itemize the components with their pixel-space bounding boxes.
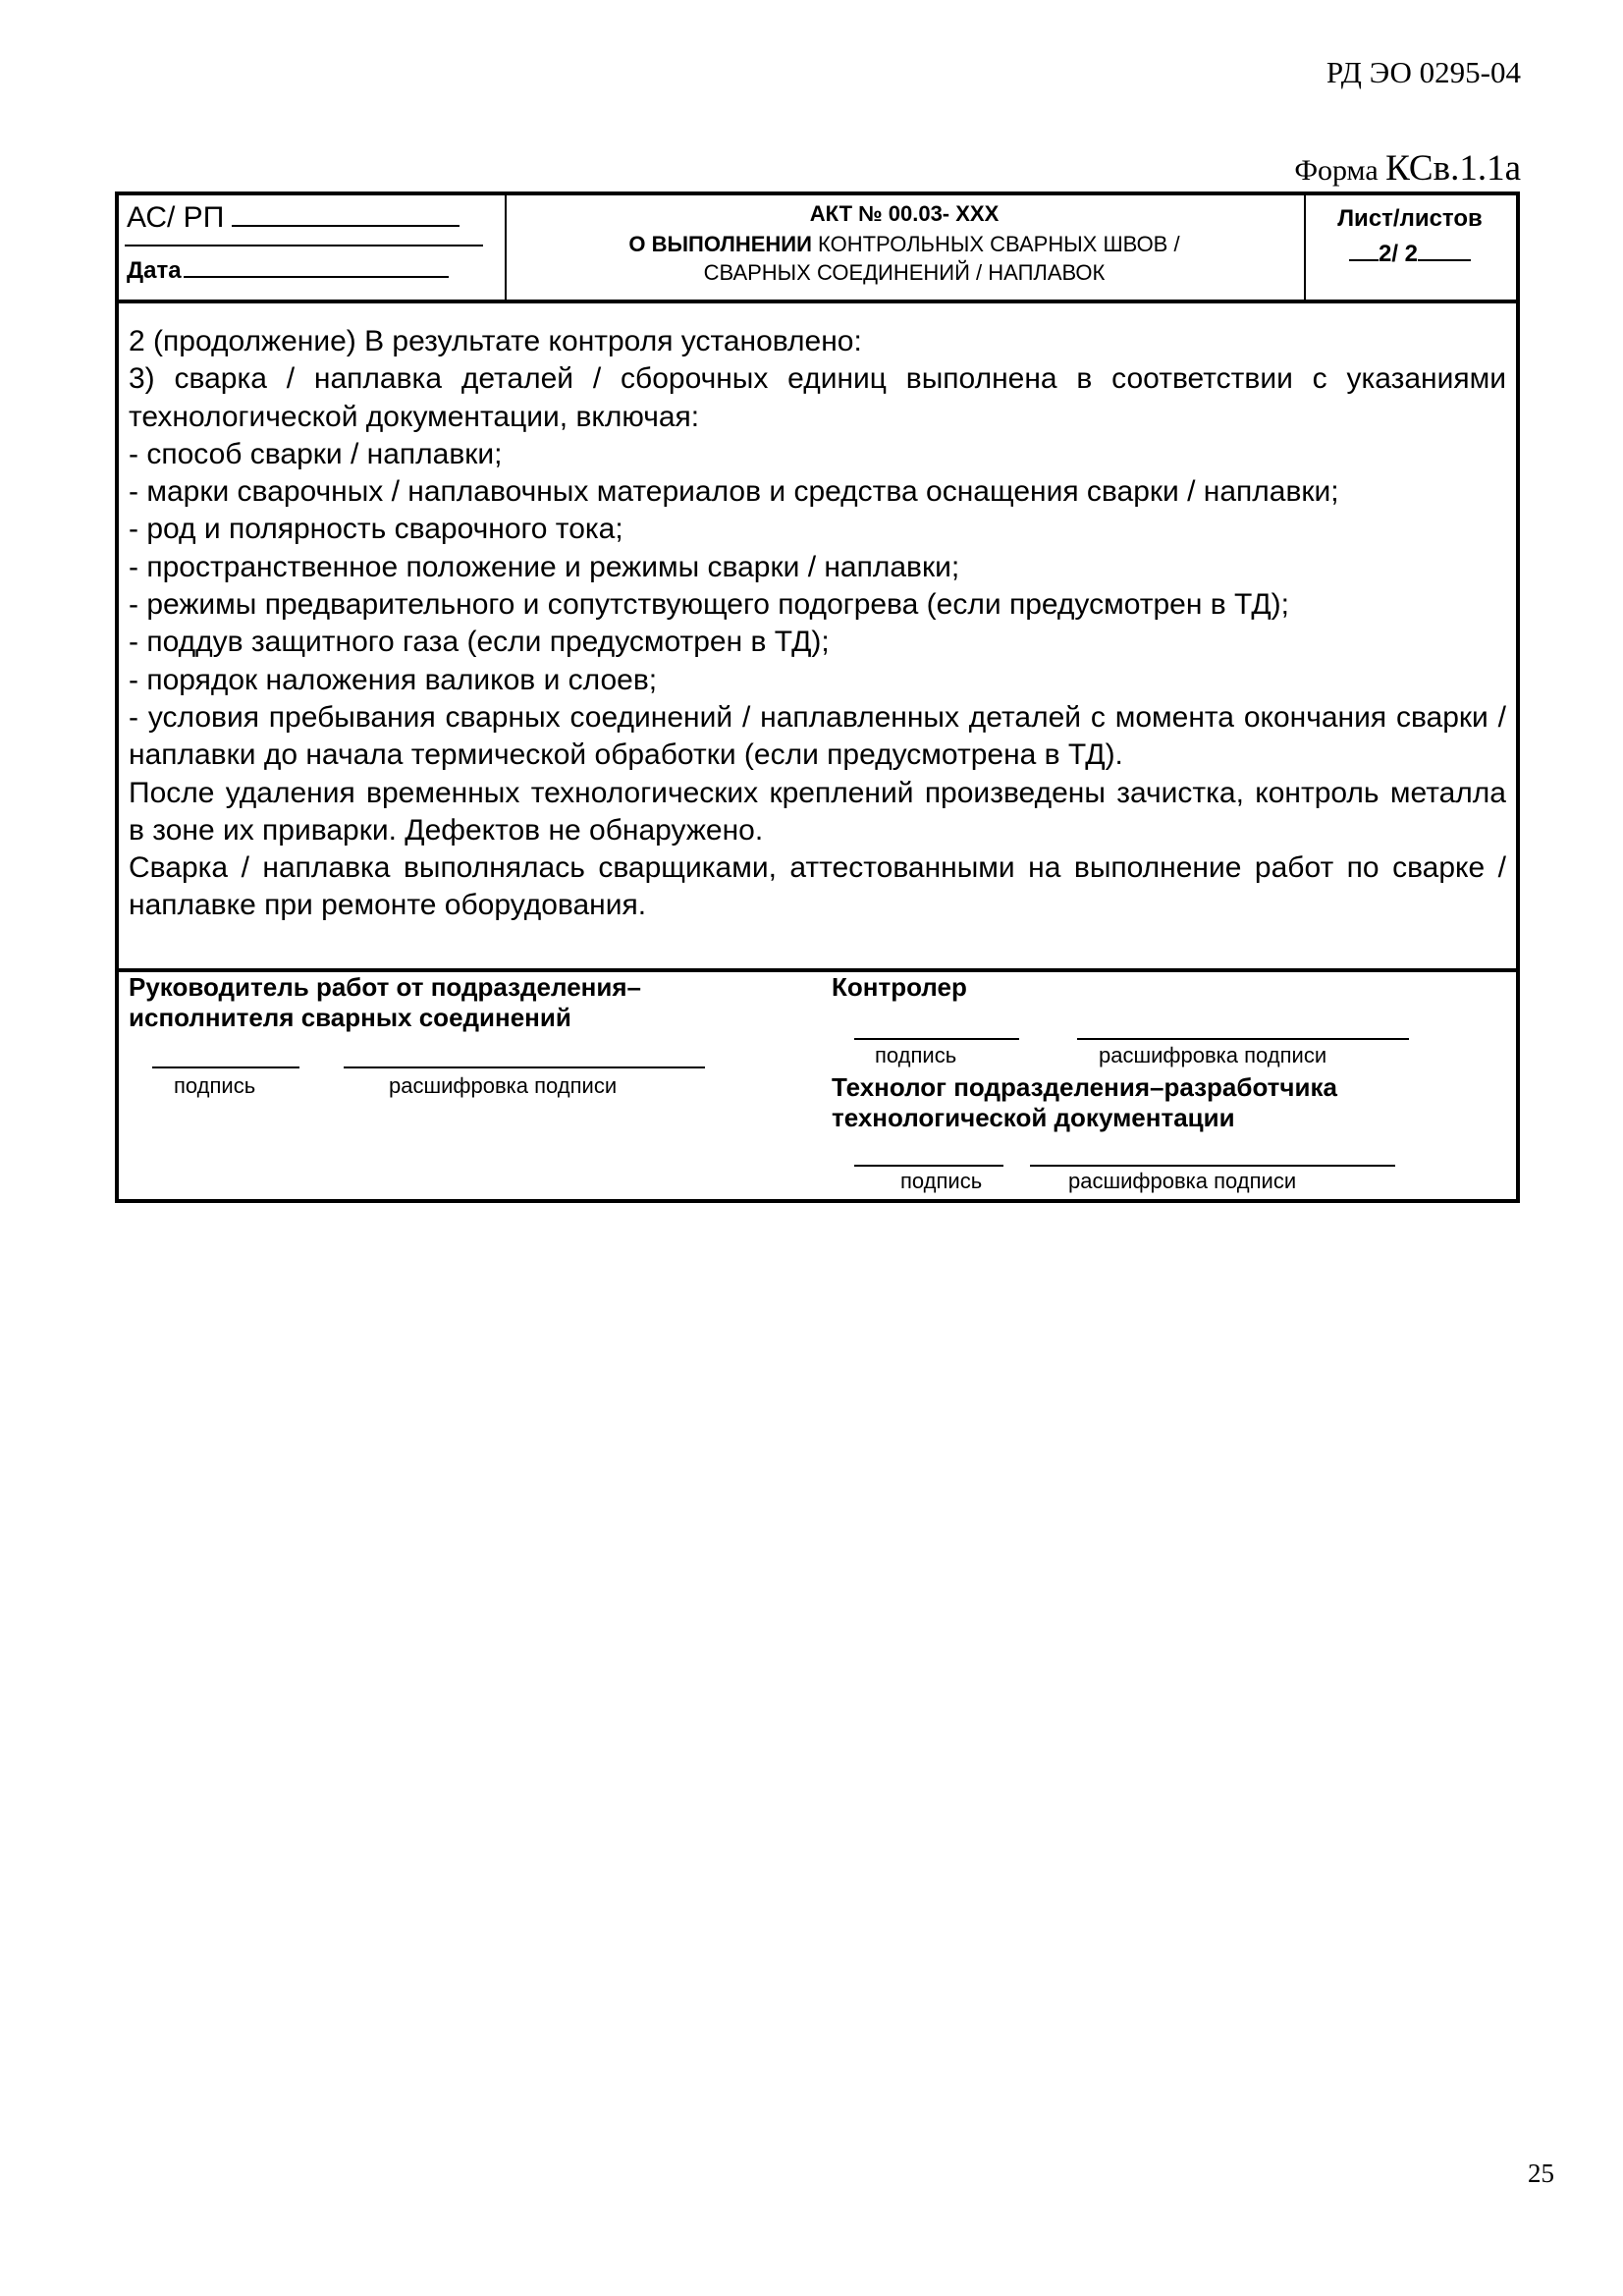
bullet-item: - порядок наложения валиков и слоев; — [129, 663, 658, 696]
technologist-title — [832, 1072, 1337, 1133]
act-subtitle-line2: СВАРНЫХ СОЕДИНЕНИЙ / НАПЛАВОК — [703, 260, 1106, 285]
bullet-item: - род и полярность сварочного тока; — [129, 513, 623, 546]
controller-decode-line[interactable] — [1077, 1038, 1409, 1040]
act-subtitle-rest: КОНТРОЛЬНЫХ СВАРНЫХ ШВОВ / — [811, 232, 1180, 256]
technologist-decode-caption: расшифровка подписи — [1068, 1169, 1297, 1193]
lead-decode-line[interactable] — [344, 1066, 705, 1068]
lead-title-line2: исполнителя сварных соединений — [129, 1003, 571, 1032]
body-item3: 3) сварка / наплавка деталей / сборочных единиц выполнена в соответствии с указаниями технологической документации, включая: — [129, 362, 1506, 433]
controller-decode-caption: расшифровка подписи — [1099, 1043, 1327, 1067]
org-input-line[interactable] — [232, 199, 460, 227]
date-row — [127, 254, 449, 285]
controller-title: Контролер — [832, 972, 967, 1002]
act-number: АКТ № 00.03- XXX — [809, 201, 1000, 226]
org-label: АС/ РП — [127, 201, 225, 234]
bullet-item: - поддув защитного газа (если предусмотрен в ТД); — [129, 626, 830, 659]
technologist-signature-line[interactable] — [854, 1165, 1003, 1167]
technologist-decode-line[interactable] — [1030, 1165, 1395, 1167]
lead-title-line1: Руководитель работ от подразделения– — [129, 972, 641, 1002]
act-subtitle-bold: О ВЫПОЛНЕНИИ — [628, 232, 812, 256]
document-code: РД ЭО 0295-04 — [1325, 55, 1521, 89]
act-subtitle-line1 — [505, 230, 1304, 258]
sheet-label: Лист/листов — [1337, 205, 1483, 232]
bullet-item: - режимы предварительного и сопутствующего подогрева (если предусмотрен в ТД); — [129, 588, 1289, 622]
controller-signature-line[interactable] — [854, 1038, 1019, 1040]
lead-signature-line[interactable] — [152, 1066, 299, 1068]
controller-signature-caption: подпись — [875, 1043, 957, 1067]
lead-title — [129, 972, 641, 1033]
lead-signature-caption: подпись — [174, 1073, 256, 1098]
act-body — [129, 323, 1506, 925]
header-sheet-cell — [1304, 195, 1516, 300]
body-after-removal: После удаления временных технологических креплений произведены зачистка, контроль металла в зоне их приварки. Дефектов не обнаружено. — [129, 776, 1506, 847]
form-prefix: Форма — [1294, 154, 1386, 187]
act-frame — [115, 191, 1520, 1203]
technologist-title-line2: технологической документации — [832, 1103, 1235, 1132]
body-welders: Сварка / наплавка выполнялась сварщиками, аттестованными на выполнение работ по сварке / наплавке при ремонте оборудования. — [129, 851, 1506, 922]
sheet-underline-right — [1418, 240, 1471, 261]
bullet-item: - способ сварки / наплавки; — [129, 437, 503, 470]
sheet-value: 2/ 2 — [1378, 241, 1419, 267]
lead-decode-caption: расшифровка подписи — [389, 1073, 618, 1098]
form-code: КСв.1.1а — [1385, 148, 1521, 189]
body-intro: 2 (продолжение) В результате контроля установлено: — [129, 325, 862, 357]
sheet-value-row — [1304, 240, 1516, 268]
technologist-title-line1: Технолог подразделения–разработчика — [832, 1072, 1337, 1102]
form-label — [1294, 147, 1521, 190]
date-input-line[interactable] — [184, 254, 449, 278]
org-row — [127, 199, 460, 235]
technologist-signature-caption: подпись — [900, 1169, 983, 1193]
header-org-cell — [119, 195, 507, 300]
bullet-item: - пространственное положение и режимы сварки / наплавки; — [129, 550, 960, 583]
signature-block — [119, 968, 1516, 1199]
bullet-item: - марки сварочных / наплавочных материалов и средства оснащения сварки / наплавки; — [129, 475, 1339, 509]
act-header — [119, 195, 1516, 303]
act-subtitle — [505, 230, 1304, 287]
date-label: Дата — [127, 257, 182, 284]
bullet-item: - условия пребывания сварных соединений / наплавленных деталей с момента окончания сварки / наплавки до начала термической обработки (если предусмотрена в ТД). — [129, 700, 1506, 772]
page-number: 25 — [1528, 2159, 1554, 2188]
header-title-cell — [505, 195, 1306, 300]
header-divider — [125, 245, 483, 246]
sheet-underline-left — [1349, 240, 1379, 261]
